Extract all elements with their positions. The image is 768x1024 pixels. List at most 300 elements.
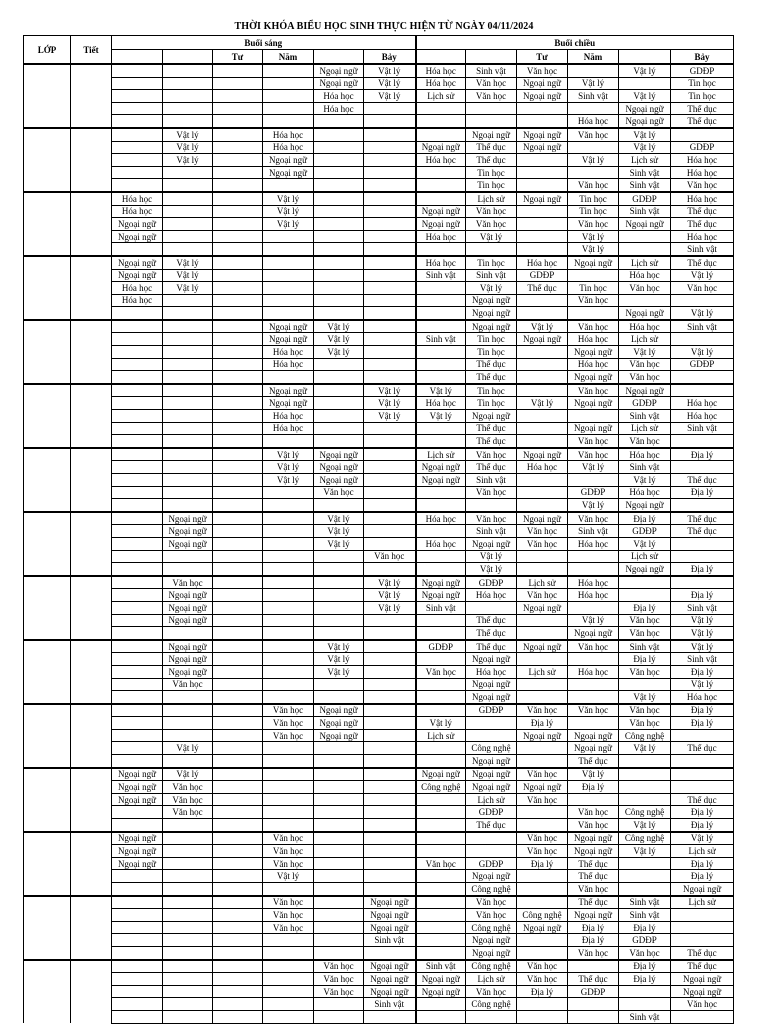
subject-cell: Địa lý xyxy=(671,857,734,870)
subject-cell xyxy=(112,243,163,256)
subject-cell: Tin học xyxy=(568,205,619,218)
table-row xyxy=(24,627,734,640)
subject-cell: Ngoại ngữ xyxy=(364,985,416,998)
subject-cell xyxy=(263,998,314,1011)
subject-cell: Vật lý xyxy=(466,230,517,243)
subject-cell xyxy=(671,576,734,589)
subject-cell: Vật lý xyxy=(263,205,314,218)
subject-cell: Hóa học xyxy=(568,665,619,678)
subject-cell: Vật lý xyxy=(314,525,364,538)
subject-cell: Sinh vật xyxy=(671,320,734,333)
period-cell xyxy=(71,320,112,333)
subject-cell xyxy=(163,384,213,397)
day-header: Bảy xyxy=(364,50,416,65)
subject-cell xyxy=(568,998,619,1011)
subject-cell: Văn học xyxy=(619,435,671,448)
subject-cell xyxy=(517,243,568,256)
table-row xyxy=(24,896,734,909)
subject-cell xyxy=(364,627,416,640)
period-cell xyxy=(71,205,112,218)
subject-cell: GDĐP xyxy=(416,640,466,653)
subject-cell xyxy=(213,461,263,474)
header-tiet: Tiết xyxy=(71,36,112,65)
subject-cell xyxy=(163,729,213,742)
subject-cell xyxy=(263,486,314,499)
subject-cell: Văn học xyxy=(517,537,568,550)
subject-cell xyxy=(671,934,734,947)
class-cell xyxy=(24,435,71,448)
subject-cell: Ngoại ngữ xyxy=(517,640,568,653)
table-row xyxy=(24,729,734,742)
subject-cell xyxy=(364,499,416,512)
subject-cell xyxy=(619,870,671,883)
subject-cell xyxy=(416,704,466,717)
subject-cell xyxy=(263,755,314,768)
class-cell xyxy=(24,154,71,167)
subject-cell: Ngoại ngữ xyxy=(671,985,734,998)
subject-cell: Lịch sử xyxy=(619,333,671,346)
subject-cell xyxy=(163,832,213,845)
subject-cell: Văn học xyxy=(364,550,416,563)
table-row xyxy=(24,946,734,959)
subject-cell: Sinh vật xyxy=(364,998,416,1011)
subject-cell: Sinh vật xyxy=(416,269,466,282)
subject-cell xyxy=(263,793,314,806)
subject-cell: Thể dục xyxy=(671,946,734,959)
subject-cell xyxy=(416,307,466,320)
subject-cell: Ngoại ngữ xyxy=(517,77,568,90)
subject-cell xyxy=(314,921,364,934)
subject-cell xyxy=(314,358,364,371)
class-cell xyxy=(24,410,71,423)
subject-cell xyxy=(314,115,364,128)
period-cell xyxy=(71,614,112,627)
subject-cell xyxy=(364,461,416,474)
subject-cell xyxy=(364,230,416,243)
subject-cell: Ngoại ngữ xyxy=(619,218,671,231)
subject-cell xyxy=(416,793,466,806)
period-cell xyxy=(71,550,112,563)
class-cell xyxy=(24,499,71,512)
subject-cell: Ngoại ngữ xyxy=(517,90,568,103)
subject-cell: Văn học xyxy=(568,806,619,819)
subject-cell: Ngoại ngữ xyxy=(568,346,619,359)
subject-cell xyxy=(364,205,416,218)
subject-cell: Địa lý xyxy=(671,870,734,883)
subject-cell: Văn học xyxy=(619,282,671,295)
subject-cell xyxy=(163,934,213,947)
table-row xyxy=(24,192,734,205)
subject-cell: Ngoại ngữ xyxy=(517,192,568,205)
subject-cell xyxy=(213,448,263,461)
table-row xyxy=(24,90,734,103)
subject-cell: Vật lý xyxy=(568,614,619,627)
subject-cell: Ngoại ngữ xyxy=(568,845,619,858)
subject-cell: Ngoại ngữ xyxy=(568,397,619,410)
subject-cell xyxy=(112,819,163,832)
subject-cell xyxy=(364,832,416,845)
subject-cell: Ngoại ngữ xyxy=(112,793,163,806)
subject-cell: Thể dục xyxy=(466,627,517,640)
subject-cell xyxy=(163,333,213,346)
subject-cell: Công nghệ xyxy=(466,998,517,1011)
subject-cell xyxy=(671,333,734,346)
subject-cell xyxy=(568,653,619,666)
class-cell xyxy=(24,537,71,550)
day-header: Tư xyxy=(213,50,263,65)
subject-cell: Ngoại ngữ xyxy=(466,653,517,666)
subject-cell xyxy=(112,563,163,576)
subject-cell xyxy=(517,742,568,755)
subject-cell xyxy=(671,768,734,781)
subject-cell: Ngoại ngữ xyxy=(314,77,364,90)
subject-cell xyxy=(263,806,314,819)
subject-cell: Hóa học xyxy=(568,333,619,346)
subject-cell: Thể dục xyxy=(671,512,734,525)
subject-cell xyxy=(568,269,619,282)
subject-cell xyxy=(466,729,517,742)
class-cell xyxy=(24,946,71,959)
subject-cell xyxy=(263,653,314,666)
subject-cell: Sinh vật xyxy=(671,422,734,435)
period-cell xyxy=(71,64,112,77)
subject-cell: Ngoại ngữ xyxy=(263,154,314,167)
page-title: THỜI KHÓA BIỂU HỌC SINH THỰC HIỆN TỪ NGÀY 04/11/2024 xyxy=(234,21,534,32)
subject-cell xyxy=(416,102,466,115)
subject-cell xyxy=(314,793,364,806)
subject-cell xyxy=(213,435,263,448)
subject-cell xyxy=(314,819,364,832)
subject-cell xyxy=(619,793,671,806)
subject-cell: Vật lý xyxy=(364,410,416,423)
subject-cell xyxy=(671,294,734,307)
period-cell xyxy=(71,845,112,858)
class-cell xyxy=(24,691,71,704)
period-cell xyxy=(71,102,112,115)
subject-cell xyxy=(568,678,619,691)
subject-cell xyxy=(213,627,263,640)
subject-cell: Lịch sử xyxy=(466,973,517,986)
subject-cell xyxy=(364,755,416,768)
subject-cell xyxy=(112,166,163,179)
subject-cell xyxy=(163,946,213,959)
subject-cell xyxy=(314,870,364,883)
table-row xyxy=(24,717,734,730)
subject-cell: Hóa học xyxy=(416,230,466,243)
subject-cell xyxy=(213,781,263,794)
subject-cell xyxy=(163,998,213,1011)
class-cell xyxy=(24,166,71,179)
subject-cell xyxy=(213,755,263,768)
subject-cell xyxy=(416,243,466,256)
subject-cell: Văn học xyxy=(619,358,671,371)
subject-cell xyxy=(517,205,568,218)
subject-cell xyxy=(213,717,263,730)
subject-cell xyxy=(263,576,314,589)
subject-cell: Địa lý xyxy=(671,563,734,576)
subject-cell: Ngoại ngữ xyxy=(466,768,517,781)
subject-cell: Văn học xyxy=(568,640,619,653)
subject-cell xyxy=(314,857,364,870)
subject-cell: Ngoại ngữ xyxy=(163,614,213,627)
subject-cell: Văn học xyxy=(568,320,619,333)
subject-cell: Sinh vật xyxy=(466,525,517,538)
table-row xyxy=(24,755,734,768)
subject-cell xyxy=(517,550,568,563)
subject-cell xyxy=(416,845,466,858)
subject-cell xyxy=(263,589,314,602)
subject-cell xyxy=(364,946,416,959)
subject-cell: Ngoại ngữ xyxy=(619,307,671,320)
subject-cell xyxy=(314,128,364,141)
subject-cell: Thể dục xyxy=(568,870,619,883)
subject-cell xyxy=(213,230,263,243)
class-cell xyxy=(24,282,71,295)
subject-cell xyxy=(163,563,213,576)
subject-cell xyxy=(112,141,163,154)
subject-cell: Công nghệ xyxy=(416,781,466,794)
period-cell xyxy=(71,499,112,512)
subject-cell: Ngoại ngữ xyxy=(112,845,163,858)
subject-cell: Sinh vật xyxy=(619,896,671,909)
subject-cell xyxy=(416,614,466,627)
subject-cell: Ngoại ngữ xyxy=(112,768,163,781)
subject-cell: Thể dục xyxy=(671,793,734,806)
subject-cell xyxy=(416,128,466,141)
subject-cell: Văn học xyxy=(568,819,619,832)
subject-cell xyxy=(568,1010,619,1023)
subject-cell: Ngoại ngữ xyxy=(364,896,416,909)
subject-cell: Hóa học xyxy=(314,90,364,103)
subject-cell xyxy=(112,154,163,167)
subject-cell xyxy=(263,960,314,973)
subject-cell: Thể dục xyxy=(671,742,734,755)
subject-cell xyxy=(213,128,263,141)
subject-cell: Ngoại ngữ xyxy=(263,320,314,333)
subject-cell: Ngoại ngữ xyxy=(163,589,213,602)
subject-cell: Văn học xyxy=(263,704,314,717)
subject-cell: Lịch sử xyxy=(619,256,671,269)
subject-cell xyxy=(263,525,314,538)
class-cell xyxy=(24,563,71,576)
period-cell xyxy=(71,166,112,179)
subject-cell xyxy=(112,678,163,691)
subject-cell xyxy=(213,397,263,410)
table-row xyxy=(24,998,734,1011)
subject-cell xyxy=(416,819,466,832)
subject-cell xyxy=(163,294,213,307)
subject-cell xyxy=(112,499,163,512)
subject-cell: Tin học xyxy=(671,77,734,90)
subject-cell xyxy=(263,601,314,614)
subject-cell xyxy=(314,742,364,755)
subject-cell xyxy=(112,909,163,922)
class-cell xyxy=(24,832,71,845)
subject-cell xyxy=(314,998,364,1011)
class-cell xyxy=(24,346,71,359)
class-cell xyxy=(24,205,71,218)
period-cell xyxy=(71,601,112,614)
subject-cell: Vật lý xyxy=(619,819,671,832)
period-cell xyxy=(71,294,112,307)
subject-cell xyxy=(671,537,734,550)
subject-cell xyxy=(314,909,364,922)
subject-cell: Văn học xyxy=(263,845,314,858)
subject-cell xyxy=(364,179,416,192)
subject-cell: Văn học xyxy=(263,729,314,742)
subject-cell xyxy=(112,665,163,678)
subject-cell xyxy=(112,653,163,666)
subject-cell xyxy=(213,985,263,998)
class-cell xyxy=(24,589,71,602)
subject-cell: Sinh vật xyxy=(364,934,416,947)
subject-cell xyxy=(213,934,263,947)
subject-cell xyxy=(314,614,364,627)
subject-cell: Ngoại ngữ xyxy=(517,128,568,141)
subject-cell xyxy=(112,589,163,602)
subject-cell xyxy=(112,806,163,819)
subject-cell xyxy=(213,601,263,614)
period-cell xyxy=(71,729,112,742)
subject-cell: Văn học xyxy=(517,589,568,602)
table-row xyxy=(24,320,734,333)
subject-cell xyxy=(364,294,416,307)
subject-cell xyxy=(517,691,568,704)
subject-cell xyxy=(112,90,163,103)
subject-cell: Ngoại ngữ xyxy=(619,499,671,512)
subject-cell: Ngoại ngữ xyxy=(416,985,466,998)
subject-cell: Ngoại ngữ xyxy=(517,729,568,742)
subject-cell xyxy=(314,397,364,410)
subject-cell xyxy=(364,154,416,167)
subject-cell xyxy=(263,946,314,959)
subject-cell xyxy=(163,486,213,499)
subject-cell: Thể dục xyxy=(671,474,734,487)
subject-cell xyxy=(163,1010,213,1023)
subject-cell: Hóa học xyxy=(671,192,734,205)
subject-cell xyxy=(314,768,364,781)
subject-cell xyxy=(517,896,568,909)
subject-cell xyxy=(213,422,263,435)
subject-cell xyxy=(263,563,314,576)
subject-cell: Công nghệ xyxy=(466,742,517,755)
subject-cell xyxy=(517,1010,568,1023)
subject-cell: Vật lý xyxy=(416,717,466,730)
subject-cell xyxy=(619,985,671,998)
subject-cell: Vật lý xyxy=(619,128,671,141)
subject-cell: Thể dục xyxy=(671,115,734,128)
subject-cell xyxy=(163,218,213,231)
subject-cell: Lịch sử xyxy=(619,550,671,563)
subject-cell: Ngoại ngữ xyxy=(314,729,364,742)
subject-cell: GDĐP xyxy=(671,358,734,371)
subject-cell: Ngoại ngữ xyxy=(416,576,466,589)
subject-cell xyxy=(314,1010,364,1023)
table-row xyxy=(24,243,734,256)
class-cell xyxy=(24,909,71,922)
class-cell xyxy=(24,512,71,525)
table-row xyxy=(24,64,734,77)
subject-cell: Văn học xyxy=(263,717,314,730)
subject-cell: Văn học xyxy=(568,448,619,461)
subject-cell xyxy=(163,909,213,922)
table-row xyxy=(24,768,734,781)
subject-cell xyxy=(364,806,416,819)
subject-cell: Hóa học xyxy=(416,256,466,269)
subject-cell xyxy=(213,243,263,256)
subject-cell: Văn học xyxy=(466,90,517,103)
class-cell xyxy=(24,717,71,730)
subject-cell: Văn học xyxy=(568,384,619,397)
subject-cell: Địa lý xyxy=(671,448,734,461)
subject-cell xyxy=(364,192,416,205)
subject-cell xyxy=(517,410,568,423)
subject-cell: Ngoại ngữ xyxy=(466,320,517,333)
subject-cell: Hóa học xyxy=(416,397,466,410)
subject-cell xyxy=(314,371,364,384)
class-cell xyxy=(24,998,71,1011)
period-cell xyxy=(71,921,112,934)
subject-cell: Hóa học xyxy=(619,269,671,282)
table-row xyxy=(24,985,734,998)
subject-cell xyxy=(213,742,263,755)
period-cell xyxy=(71,640,112,653)
subject-cell xyxy=(112,115,163,128)
subject-cell: Văn học xyxy=(619,946,671,959)
subject-cell: Ngoại ngữ xyxy=(163,653,213,666)
class-cell xyxy=(24,141,71,154)
subject-cell: Vật lý xyxy=(263,448,314,461)
subject-cell: Hóa học xyxy=(568,576,619,589)
subject-cell xyxy=(416,179,466,192)
table-row xyxy=(24,678,734,691)
subject-cell xyxy=(364,102,416,115)
subject-cell: Vật lý xyxy=(568,230,619,243)
subject-cell: Hóa học xyxy=(466,665,517,678)
subject-cell: Thể dục xyxy=(466,435,517,448)
subject-cell: Công nghệ xyxy=(466,960,517,973)
subject-cell xyxy=(364,525,416,538)
subject-cell: Ngoại ngữ xyxy=(466,755,517,768)
table-row xyxy=(24,921,734,934)
subject-cell: Thể dục xyxy=(517,282,568,295)
subject-cell xyxy=(619,883,671,896)
subject-cell: Vật lý xyxy=(314,512,364,525)
subject-cell xyxy=(112,474,163,487)
subject-cell xyxy=(517,883,568,896)
subject-cell xyxy=(314,845,364,858)
period-cell xyxy=(71,218,112,231)
subject-cell: Vật lý xyxy=(619,141,671,154)
subject-cell xyxy=(112,934,163,947)
subject-cell xyxy=(466,115,517,128)
subject-cell: Vật lý xyxy=(416,410,466,423)
subject-cell xyxy=(619,77,671,90)
subject-cell xyxy=(112,358,163,371)
subject-cell: Lịch sử xyxy=(416,729,466,742)
subject-cell xyxy=(163,358,213,371)
table-row xyxy=(24,154,734,167)
subject-cell xyxy=(416,563,466,576)
period-cell xyxy=(71,307,112,320)
period-cell xyxy=(71,857,112,870)
subject-cell: Ngoại ngữ xyxy=(671,883,734,896)
table-row xyxy=(24,371,734,384)
subject-cell xyxy=(163,77,213,90)
subject-cell xyxy=(213,946,263,959)
subject-cell: Vật lý xyxy=(619,474,671,487)
subject-cell xyxy=(163,883,213,896)
